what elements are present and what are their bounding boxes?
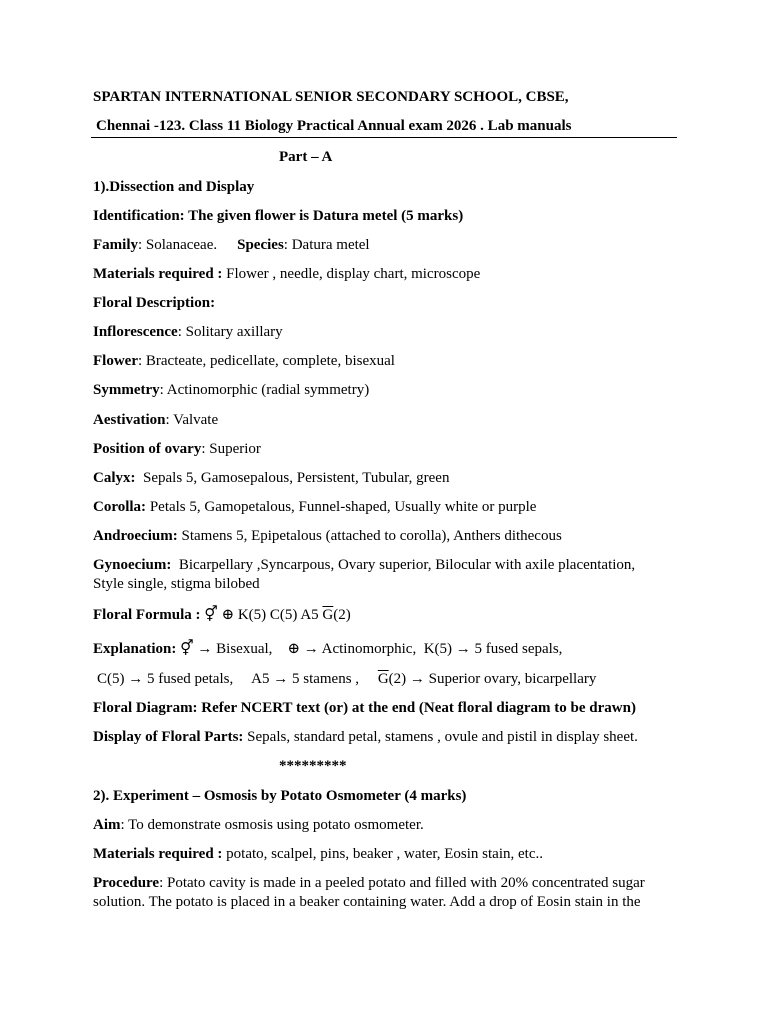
part-title: Part – A bbox=[279, 149, 333, 165]
flower-line: Flower: Bracteate, pedicellate, complete, bisexual bbox=[93, 353, 395, 369]
inflorescence-line: Inflorescence: Solitary axillary bbox=[93, 324, 283, 340]
procedure-line: Procedure: Potato cavity is made in a peeled potato and filled with 20% concentrated sugar bbox=[93, 875, 645, 891]
separator: ********* bbox=[279, 758, 347, 774]
exp2-title: 2). Experiment – Osmosis by Potato Osmometer (4 marks) bbox=[93, 788, 467, 804]
ovary-position-line: Position of ovary: Superior bbox=[93, 441, 261, 457]
family-line bbox=[93, 236, 370, 254]
corolla-line: Corolla: Petals 5, Gamopetalous, Funnel-shaped, Usually white or purple bbox=[93, 499, 537, 515]
aestivation-line: Aestivation: Valvate bbox=[93, 412, 219, 428]
header-rule bbox=[91, 137, 677, 138]
display-line: Display of Floral Parts: Sepals, standard petal, stamens , ovule and pistil in display sheet. bbox=[93, 729, 638, 745]
aim-line: Aim: To demonstrate osmosis using potato osmometer. bbox=[93, 817, 424, 833]
school-header-line2: Chennai -123. Class 11 Biology Practical Annual exam 2026 . Lab manuals bbox=[96, 118, 572, 134]
exp2-materials-line: Materials required : potato, scalpel, pins, beaker , water, Eosin stain, etc.. bbox=[93, 846, 543, 862]
gynoecium-line: Gynoecium: Bicarpellary ,Syncarpous, Ovary superior, Bilocular with axile placentation, bbox=[93, 557, 636, 573]
floral-formula-line: Floral Formula : ⚥ ⊕ K(5) C(5) A5 $\overline{G}(2)$ bbox=[93, 607, 351, 623]
identification: Identification: The given flower is Datura metel (5 marks) bbox=[93, 208, 464, 224]
androecium-line: Androecium: Stamens 5, Epipetalous (attached to corolla), Anthers dithecous bbox=[93, 528, 562, 544]
floral-diagram-line: Floral Diagram: Refer NCERT text (or) at the end (Neat floral diagram to be drawn) bbox=[93, 700, 636, 716]
floral-description-heading: Floral Description: bbox=[93, 295, 216, 311]
materials-line: Materials required : Flower , needle, display chart, microscope bbox=[93, 266, 481, 282]
species-label: Species bbox=[237, 237, 284, 253]
exp1-title: 1).Dissection and Display bbox=[93, 179, 255, 195]
gynoecium-line-2: Style single, stigma bilobed bbox=[93, 576, 260, 592]
explanation-line: Explanation: ⚥ → Bisexual, ⊕ → Actinomorphic, K(5) → 5 fused sepals, bbox=[93, 641, 563, 657]
superior-ovary-symbol: $\overline{G}$ bbox=[322, 607, 334, 623]
explanation-line-2: C(5) → 5 fused petals, A5 → 5 stamens , $\overline{G}(2)$ → Superior ovary, bicarpellary bbox=[97, 671, 597, 687]
school-header-line1: SPARTAN INTERNATIONAL SENIOR SECONDARY SCHOOL, CBSE, bbox=[93, 89, 569, 105]
procedure-line-2: solution. The potato is placed in a beaker containing water. Add a drop of Eosin stain in the bbox=[93, 894, 641, 910]
symmetry-line: Symmetry: Actinomorphic (radial symmetry) bbox=[93, 382, 370, 398]
calyx-line: Calyx: Sepals 5, Gamosepalous, Persistent, Tubular, green bbox=[93, 470, 450, 486]
family-label: Family bbox=[93, 237, 138, 253]
family-value: : Solanaceae. bbox=[138, 237, 218, 253]
species-value: : Datura metel bbox=[283, 237, 370, 253]
